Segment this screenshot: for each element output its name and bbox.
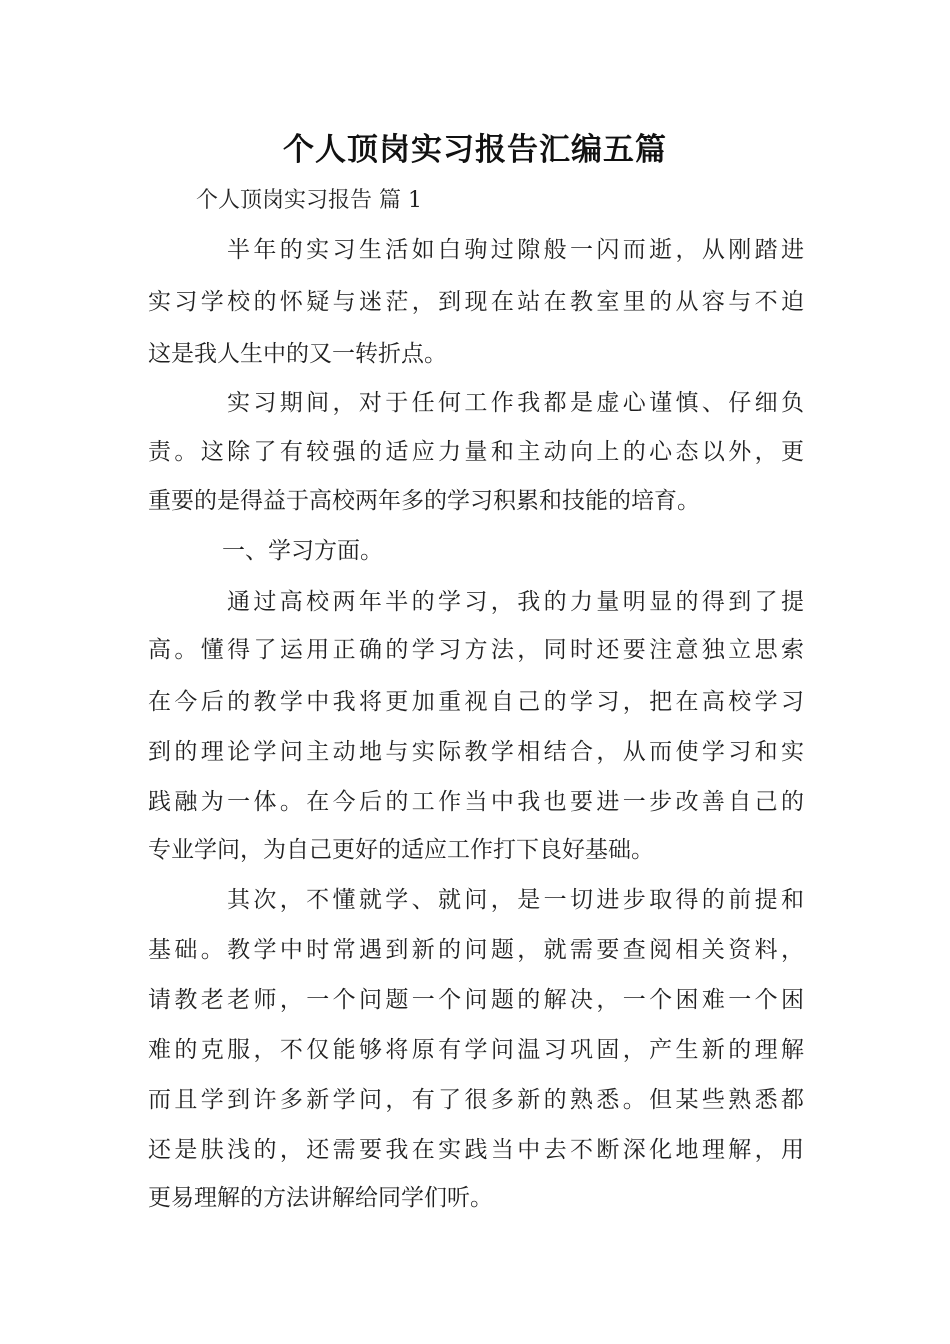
paragraph-line: 责。这除了有较强的适应力量和主动向上的心态以外，更 (148, 439, 804, 465)
paragraph-line: 高。懂得了运用正确的学习方法，同时还要注意独立思索 (148, 637, 804, 663)
paragraph-line: 请教老老师，一个问题一个问题的解决，一个困难一个困 (148, 987, 804, 1013)
paragraph-line: 这是我人生中的又一转折点。 (148, 341, 447, 367)
paragraph-line: 半年的实习生活如白驹过隙般一闪而逝，从刚踏进 (227, 237, 804, 263)
paragraph-line: 到的理论学问主动地与实际教学相结合，从而使学习和实 (148, 739, 804, 765)
paragraph-line: 通过高校两年半的学习，我的力量明显的得到了提 (227, 589, 804, 615)
document-title: 个人顶岗实习报告汇编五篇 (283, 132, 667, 168)
paragraph-line: 基础。教学中时常遇到新的问题，就需要查阅相关资料， (148, 937, 804, 963)
paragraph-line: 重要的是得益于高校两年多的学习积累和技能的培育。 (148, 488, 700, 514)
paragraph-line: 更易理解的方法讲解给同学们听。 (148, 1185, 493, 1211)
paragraph-line: 在今后的教学中我将更加重视自己的学习，把在高校学习 (148, 689, 804, 715)
paragraph-line: 而且学到许多新学问，有了很多新的熟悉。但某些熟悉都 (148, 1087, 804, 1113)
paragraph-line: 难的克服，不仅能够将原有学问温习巩固，产生新的理解 (148, 1037, 804, 1063)
paragraph-line: 专业学问，为自己更好的适应工作打下良好基础。 (148, 837, 654, 863)
paragraph-line: 践融为一体。在今后的工作当中我也要进一步改善自己的 (148, 789, 804, 815)
paragraph-line: 还是肤浅的，还需要我在实践当中去不断深化地理解，用 (148, 1137, 804, 1163)
paragraph-line: 其次，不懂就学、就问，是一切进步取得的前提和 (227, 887, 804, 913)
section-subtitle: 个人顶岗实习报告 篇 1 (196, 188, 422, 213)
section-heading: 一、学习方面。 (222, 538, 383, 564)
paragraph-line: 实习学校的怀疑与迷茫，到现在站在教室里的从容与不迫 (148, 289, 804, 315)
paragraph-line: 实习期间，对于任何工作我都是虚心谨慎、仔细负 (227, 390, 804, 416)
